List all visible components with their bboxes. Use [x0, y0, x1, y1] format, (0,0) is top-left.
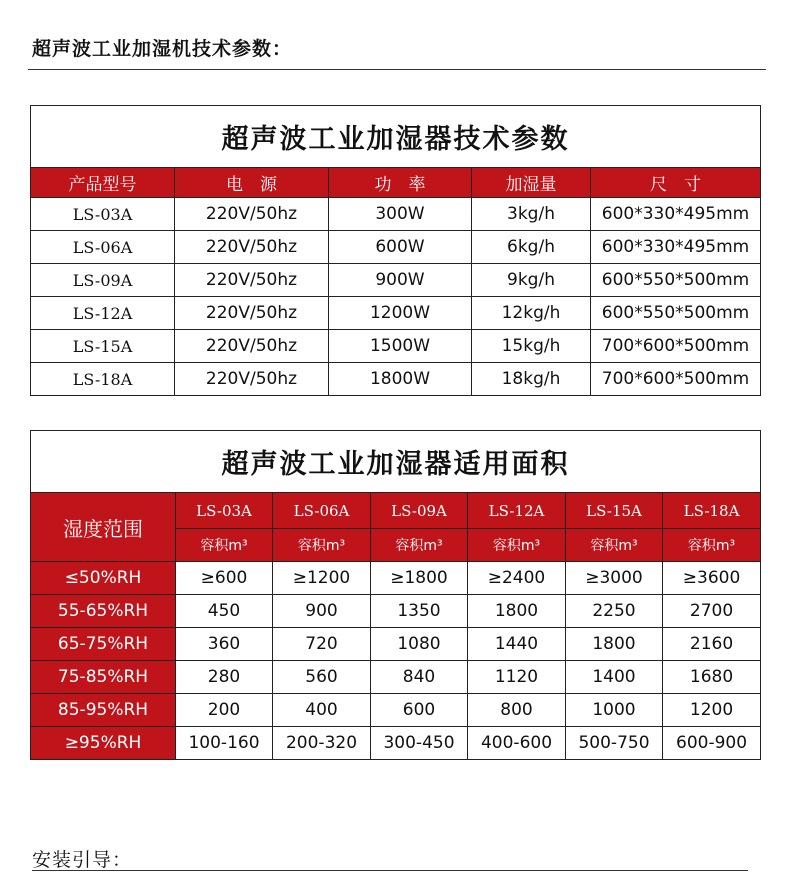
model-cell: LS-03A [31, 198, 175, 231]
specs-row [31, 330, 761, 363]
model-header: LS-09A [371, 493, 468, 529]
humidity-range-cell: 85-95%RH [31, 694, 176, 727]
header-humidification: 加湿量 [472, 168, 591, 198]
header-model: 产品型号 [31, 168, 175, 198]
area-value-cell: 1000 [566, 694, 663, 727]
area-value-cell: 1400 [566, 661, 663, 694]
area-row [31, 661, 761, 694]
area-row [31, 727, 761, 760]
area-value-cell: 1800 [566, 628, 663, 661]
spec-cell: 1200W [329, 297, 472, 330]
area-value-cell: 900 [273, 595, 371, 628]
area-value-cell: 600 [371, 694, 468, 727]
area-value-cell: ≥1200 [273, 562, 371, 595]
model-header: LS-12A [468, 493, 566, 529]
model-cell: LS-09A [31, 264, 175, 297]
area-value-cell: 1680 [663, 661, 761, 694]
specs-header-row [31, 168, 761, 198]
unit-header: 容积m³ [371, 529, 468, 562]
spec-cell: 600*330*495mm [591, 231, 761, 264]
area-value-cell: 560 [273, 661, 371, 694]
header-power-supply: 电 源 [175, 168, 329, 198]
area-value-cell: 840 [371, 661, 468, 694]
unit-header: 容积m³ [663, 529, 761, 562]
model-cell: LS-06A [31, 231, 175, 264]
model-header: LS-03A [176, 493, 273, 529]
area-value-cell: ≥3600 [663, 562, 761, 595]
humidity-range-cell: ≤50%RH [31, 562, 176, 595]
area-value-cell: 200 [176, 694, 273, 727]
install-heading-rule [32, 870, 748, 871]
spec-cell: 1800W [329, 363, 472, 396]
spec-cell: 9kg/h [472, 264, 591, 297]
area-value-cell: 400 [273, 694, 371, 727]
model-cell: LS-15A [31, 330, 175, 363]
area-value-cell: 720 [273, 628, 371, 661]
area-value-cell: 2160 [663, 628, 761, 661]
spec-cell: 18kg/h [472, 363, 591, 396]
spec-cell: 600*330*495mm [591, 198, 761, 231]
area-row [31, 562, 761, 595]
area-value-cell: ≥2400 [468, 562, 566, 595]
spec-cell: 220V/50hz [175, 231, 329, 264]
spec-cell: 600*550*500mm [591, 297, 761, 330]
spec-cell: 3kg/h [472, 198, 591, 231]
area-value-cell: 600-900 [663, 727, 761, 760]
spec-cell: 1500W [329, 330, 472, 363]
specs-heading-rule [28, 69, 766, 70]
spec-cell: 600*550*500mm [591, 264, 761, 297]
area-value-cell: ≥3000 [566, 562, 663, 595]
spec-cell: 300W [329, 198, 472, 231]
spec-cell: 12kg/h [472, 297, 591, 330]
spec-cell: 220V/50hz [175, 198, 329, 231]
area-value-cell: 800 [468, 694, 566, 727]
model-header: LS-15A [566, 493, 663, 529]
install-section-heading: 安装引导： [32, 849, 133, 871]
humidity-range-cell: 75-85%RH [31, 661, 176, 694]
area-value-cell: 1350 [371, 595, 468, 628]
area-row [31, 628, 761, 661]
area-value-cell: 2250 [566, 595, 663, 628]
spec-cell: 220V/50hz [175, 264, 329, 297]
spec-cell: 900W [329, 264, 472, 297]
area-table-title: 超声波工业加湿器适用面积 [31, 431, 761, 493]
area-value-cell: 500-750 [566, 727, 663, 760]
specs-row [31, 231, 761, 264]
unit-header: 容积m³ [566, 529, 663, 562]
area-value-cell: 1440 [468, 628, 566, 661]
area-value-cell: 200-320 [273, 727, 371, 760]
specs-row [31, 297, 761, 330]
area-table [30, 430, 761, 760]
spec-cell: 220V/50hz [175, 297, 329, 330]
model-header: LS-18A [663, 493, 761, 529]
spec-cell: 220V/50hz [175, 363, 329, 396]
spec-cell: 15kg/h [472, 330, 591, 363]
spec-cell: 700*600*500mm [591, 330, 761, 363]
header-dimensions: 尺 寸 [591, 168, 761, 198]
area-value-cell: 100-160 [176, 727, 273, 760]
specs-section-heading: 超声波工业加湿机技术参数： [32, 38, 293, 60]
spec-cell: 220V/50hz [175, 330, 329, 363]
model-cell: LS-18A [31, 363, 175, 396]
area-value-cell: 450 [176, 595, 273, 628]
specs-table [30, 105, 761, 396]
model-header: LS-06A [273, 493, 371, 529]
specs-row [31, 264, 761, 297]
specs-table-title: 超声波工业加湿器技术参数 [31, 106, 761, 168]
header-humidity-range: 湿度范围 [31, 493, 176, 562]
area-value-cell: 300-450 [371, 727, 468, 760]
unit-header: 容积m³ [273, 529, 371, 562]
area-value-cell: ≥600 [176, 562, 273, 595]
humidity-range-cell: 55-65%RH [31, 595, 176, 628]
unit-header: 容积m³ [468, 529, 566, 562]
area-value-cell: 280 [176, 661, 273, 694]
humidity-range-cell: 65-75%RH [31, 628, 176, 661]
area-value-cell: 400-600 [468, 727, 566, 760]
header-power: 功 率 [329, 168, 472, 198]
area-value-cell: 360 [176, 628, 273, 661]
spec-cell: 700*600*500mm [591, 363, 761, 396]
area-value-cell: 1800 [468, 595, 566, 628]
area-value-cell: 1120 [468, 661, 566, 694]
area-row [31, 595, 761, 628]
area-value-cell: 1080 [371, 628, 468, 661]
unit-header: 容积m³ [176, 529, 273, 562]
area-row [31, 694, 761, 727]
spec-cell: 600W [329, 231, 472, 264]
area-value-cell: ≥1800 [371, 562, 468, 595]
area-value-cell: 1200 [663, 694, 761, 727]
area-value-cell: 2700 [663, 595, 761, 628]
specs-row [31, 198, 761, 231]
area-model-row [31, 493, 761, 529]
model-cell: LS-12A [31, 297, 175, 330]
specs-row [31, 363, 761, 396]
spec-cell: 6kg/h [472, 231, 591, 264]
humidity-range-cell: ≥95%RH [31, 727, 176, 760]
